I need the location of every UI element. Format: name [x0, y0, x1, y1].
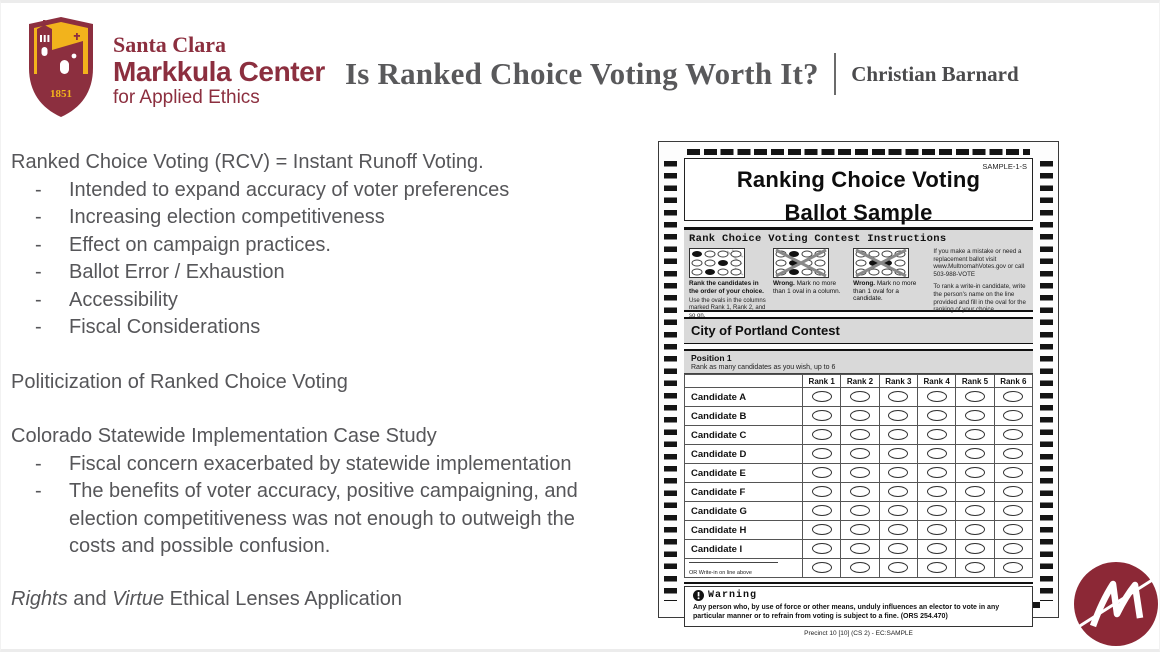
rank-oval	[812, 429, 832, 440]
rank-oval	[1003, 486, 1023, 497]
rank-oval	[965, 391, 985, 402]
rank-oval	[1003, 448, 1023, 459]
ballot-title-box	[684, 158, 1033, 225]
rank-oval	[1003, 524, 1023, 535]
section-heading: Colorado Statewide Implementation Case Study	[11, 425, 437, 447]
rank-oval	[927, 391, 947, 402]
warning-rule	[684, 582, 1033, 584]
rank-oval	[965, 448, 985, 459]
rank-oval	[927, 505, 947, 516]
warning-text: Any person who, by use of force or other means, unduly influences an elector to vote in any particular manner or to refrain from voting is subject to a fine. (ORS 254.470)	[693, 603, 1000, 620]
list-item: - Fiscal concern exacerbated by statewide implementation	[11, 451, 656, 479]
rank-oval	[850, 486, 870, 497]
rank-oval	[850, 562, 870, 573]
instructions-heading: Rank Choice Voting Contest Instructions	[689, 233, 947, 245]
rank-oval	[888, 448, 908, 459]
ballot-title-line1: Ranking Choice Voting	[736, 167, 981, 192]
candidate-row: Candidate H	[685, 521, 1033, 540]
rank-oval	[1003, 410, 1023, 421]
contest-header: City of Portland Contest	[684, 317, 1033, 344]
rank-oval	[812, 448, 832, 459]
bullet-dash: -	[35, 480, 42, 502]
instruction-correct: Rank the candidates in the order of your choice. Use the ovals in the columns marked Rank 1, Rank 2, and so on.	[689, 248, 767, 320]
candidate-row: Candidate I	[685, 540, 1033, 559]
list-item: - Ballot Error / Exhaustion	[11, 259, 656, 287]
rank-oval	[850, 448, 870, 459]
sample-code: SAMPLE-1-S	[982, 162, 1027, 171]
instruction-wrong-candidate: Wrong. Mark no more than 1 oval for a candidate.	[853, 248, 927, 320]
list-item: - Intended to expand accuracy of voter preferences	[11, 177, 656, 205]
candidate-row: Candidate C	[685, 426, 1033, 445]
italic-word: Virtue	[112, 588, 165, 610]
rank-oval	[888, 505, 908, 516]
rank-oval	[927, 410, 947, 421]
correct-marking-diagram	[689, 248, 745, 278]
shield-year: 1851	[50, 88, 72, 100]
title-divider	[834, 53, 837, 95]
rank-oval	[965, 562, 985, 573]
rank-oval	[927, 524, 947, 535]
position-subtitle: Rank as many candidates as you wish, up to 6	[691, 364, 836, 371]
section-ethical-lenses: Rights and Virtue Ethical Lenses Application	[11, 588, 403, 610]
candidate-row: Candidate F	[685, 483, 1033, 502]
slide-header	[345, 53, 1019, 95]
rank-oval	[927, 486, 947, 497]
bullet-dash: -	[35, 178, 42, 201]
list-item: - Accessibility	[11, 287, 656, 315]
italic-word: Rights	[11, 588, 68, 610]
rank-oval	[1003, 562, 1023, 573]
rank-oval	[888, 524, 908, 535]
bullet-dash: -	[35, 288, 42, 311]
rank-oval	[965, 467, 985, 478]
timing-marks-left	[664, 161, 677, 601]
rank-oval	[888, 467, 908, 478]
rank-oval	[1003, 467, 1023, 478]
section-heading: Ranked Choice Voting (RCV) = Instant Runoff Voting.	[11, 151, 484, 173]
writein-label: OR Write-in on line above	[689, 570, 752, 576]
rank-header-row: Rank 1 Rank 2 Rank 3 Rank 4 Rank 5 Rank 6	[685, 375, 1033, 388]
rank-oval	[888, 429, 908, 440]
rank-oval	[888, 391, 908, 402]
markkula-m-logo	[1073, 561, 1159, 647]
rank-oval	[927, 429, 947, 440]
rank-oval	[812, 505, 832, 516]
warning-title: Warning	[708, 589, 758, 601]
candidate-row: Candidate A	[685, 388, 1033, 407]
org-line-2: Markkula Center	[113, 56, 325, 87]
rank-oval	[888, 562, 908, 573]
rank-oval	[965, 410, 985, 421]
rank-oval	[965, 524, 985, 535]
ballot-instructions	[684, 227, 1033, 319]
rank-oval	[850, 410, 870, 421]
rank-oval	[1003, 505, 1023, 516]
rank-oval	[1003, 543, 1023, 554]
section-colorado-case-study	[11, 423, 656, 561]
rank-oval	[812, 467, 832, 478]
instruction-wrong-column: Wrong. Mark no more than 1 oval in a column.	[773, 248, 847, 320]
rank-oval	[927, 543, 947, 554]
rank-oval	[812, 486, 832, 497]
rank-oval	[850, 505, 870, 516]
rank-oval	[850, 467, 870, 478]
rank-oval	[927, 562, 947, 573]
position-header	[684, 349, 1033, 374]
position-title: Position 1	[691, 353, 732, 363]
ranking-table	[684, 374, 1033, 578]
writein-row	[685, 559, 1033, 578]
rank-oval	[888, 543, 908, 554]
scu-shield-logo	[27, 16, 95, 118]
list-item: - Fiscal Considerations	[11, 314, 656, 342]
bullet-dash: -	[35, 316, 42, 338]
org-line-3: for Applied Ethics	[113, 87, 260, 108]
bullet-dash: -	[35, 261, 42, 283]
wrong-candidate-diagram	[853, 248, 909, 278]
rank-oval	[927, 448, 947, 459]
empty-header-cell	[685, 375, 803, 388]
rank-oval	[812, 410, 832, 421]
rank-oval	[812, 524, 832, 535]
timing-marks-right	[1040, 161, 1053, 601]
rank-oval	[965, 543, 985, 554]
bullet-dash: -	[35, 233, 42, 256]
org-wordmark	[113, 33, 325, 109]
list-item: - Effect on campaign practices.	[11, 232, 656, 260]
list-item: - Increasing election competitiveness	[11, 204, 656, 232]
candidate-row: Candidate D	[685, 445, 1033, 464]
ballot-footer: Precinct 10 [10] (CS 2) - EC:SAMPLE	[804, 629, 913, 637]
rank-oval	[965, 429, 985, 440]
rank-oval	[850, 543, 870, 554]
author-name: Christian Barnard	[851, 61, 1019, 86]
bullet-dash: -	[35, 206, 42, 228]
rank-oval	[850, 429, 870, 440]
rank-oval	[888, 410, 908, 421]
instruction-notes: If you make a mistake or need a replacement ballot visit www.MultnomahVotes.gov or call 503-988-VOTE To rank a write-in candidate, write the person's name on the line provided and fill in the oval for the ranking of your choice.	[933, 248, 1026, 314]
ballot-title-line2: Ballot Sample	[784, 200, 933, 225]
sample-ballot-image	[658, 141, 1059, 637]
rank-oval	[850, 524, 870, 535]
writein-line	[689, 562, 778, 563]
candidate-row: Candidate G	[685, 502, 1033, 521]
slide-title: Is Ranked Choice Voting Worth It?	[345, 56, 819, 91]
rank-oval	[888, 486, 908, 497]
warning-box	[684, 586, 1033, 627]
section-politicization	[11, 369, 656, 397]
rank-oval	[965, 486, 985, 497]
rank-oval	[812, 562, 832, 573]
warning-icon	[693, 590, 704, 601]
rank-oval	[1003, 429, 1023, 440]
rank-oval	[850, 391, 870, 402]
timing-marks-top	[687, 149, 1030, 155]
section-heading: Politicization of Ranked Choice Voting	[11, 371, 348, 393]
rank-oval	[965, 505, 985, 516]
wrong-column-diagram	[773, 248, 829, 278]
org-line-1: Santa Clara	[113, 32, 227, 57]
candidate-row: Candidate E	[685, 464, 1033, 483]
section-rcv-overview	[11, 149, 656, 342]
rank-oval	[812, 543, 832, 554]
rank-oval	[1003, 391, 1023, 402]
rank-oval	[927, 467, 947, 478]
list-item: - The benefits of voter accuracy, positive campaigning, and election competitiveness was not enough to outweigh the costs and possible confusion.	[11, 478, 656, 561]
candidate-row: Candidate B	[685, 407, 1033, 426]
bullet-dash: -	[35, 452, 42, 475]
rank-oval	[812, 391, 832, 402]
